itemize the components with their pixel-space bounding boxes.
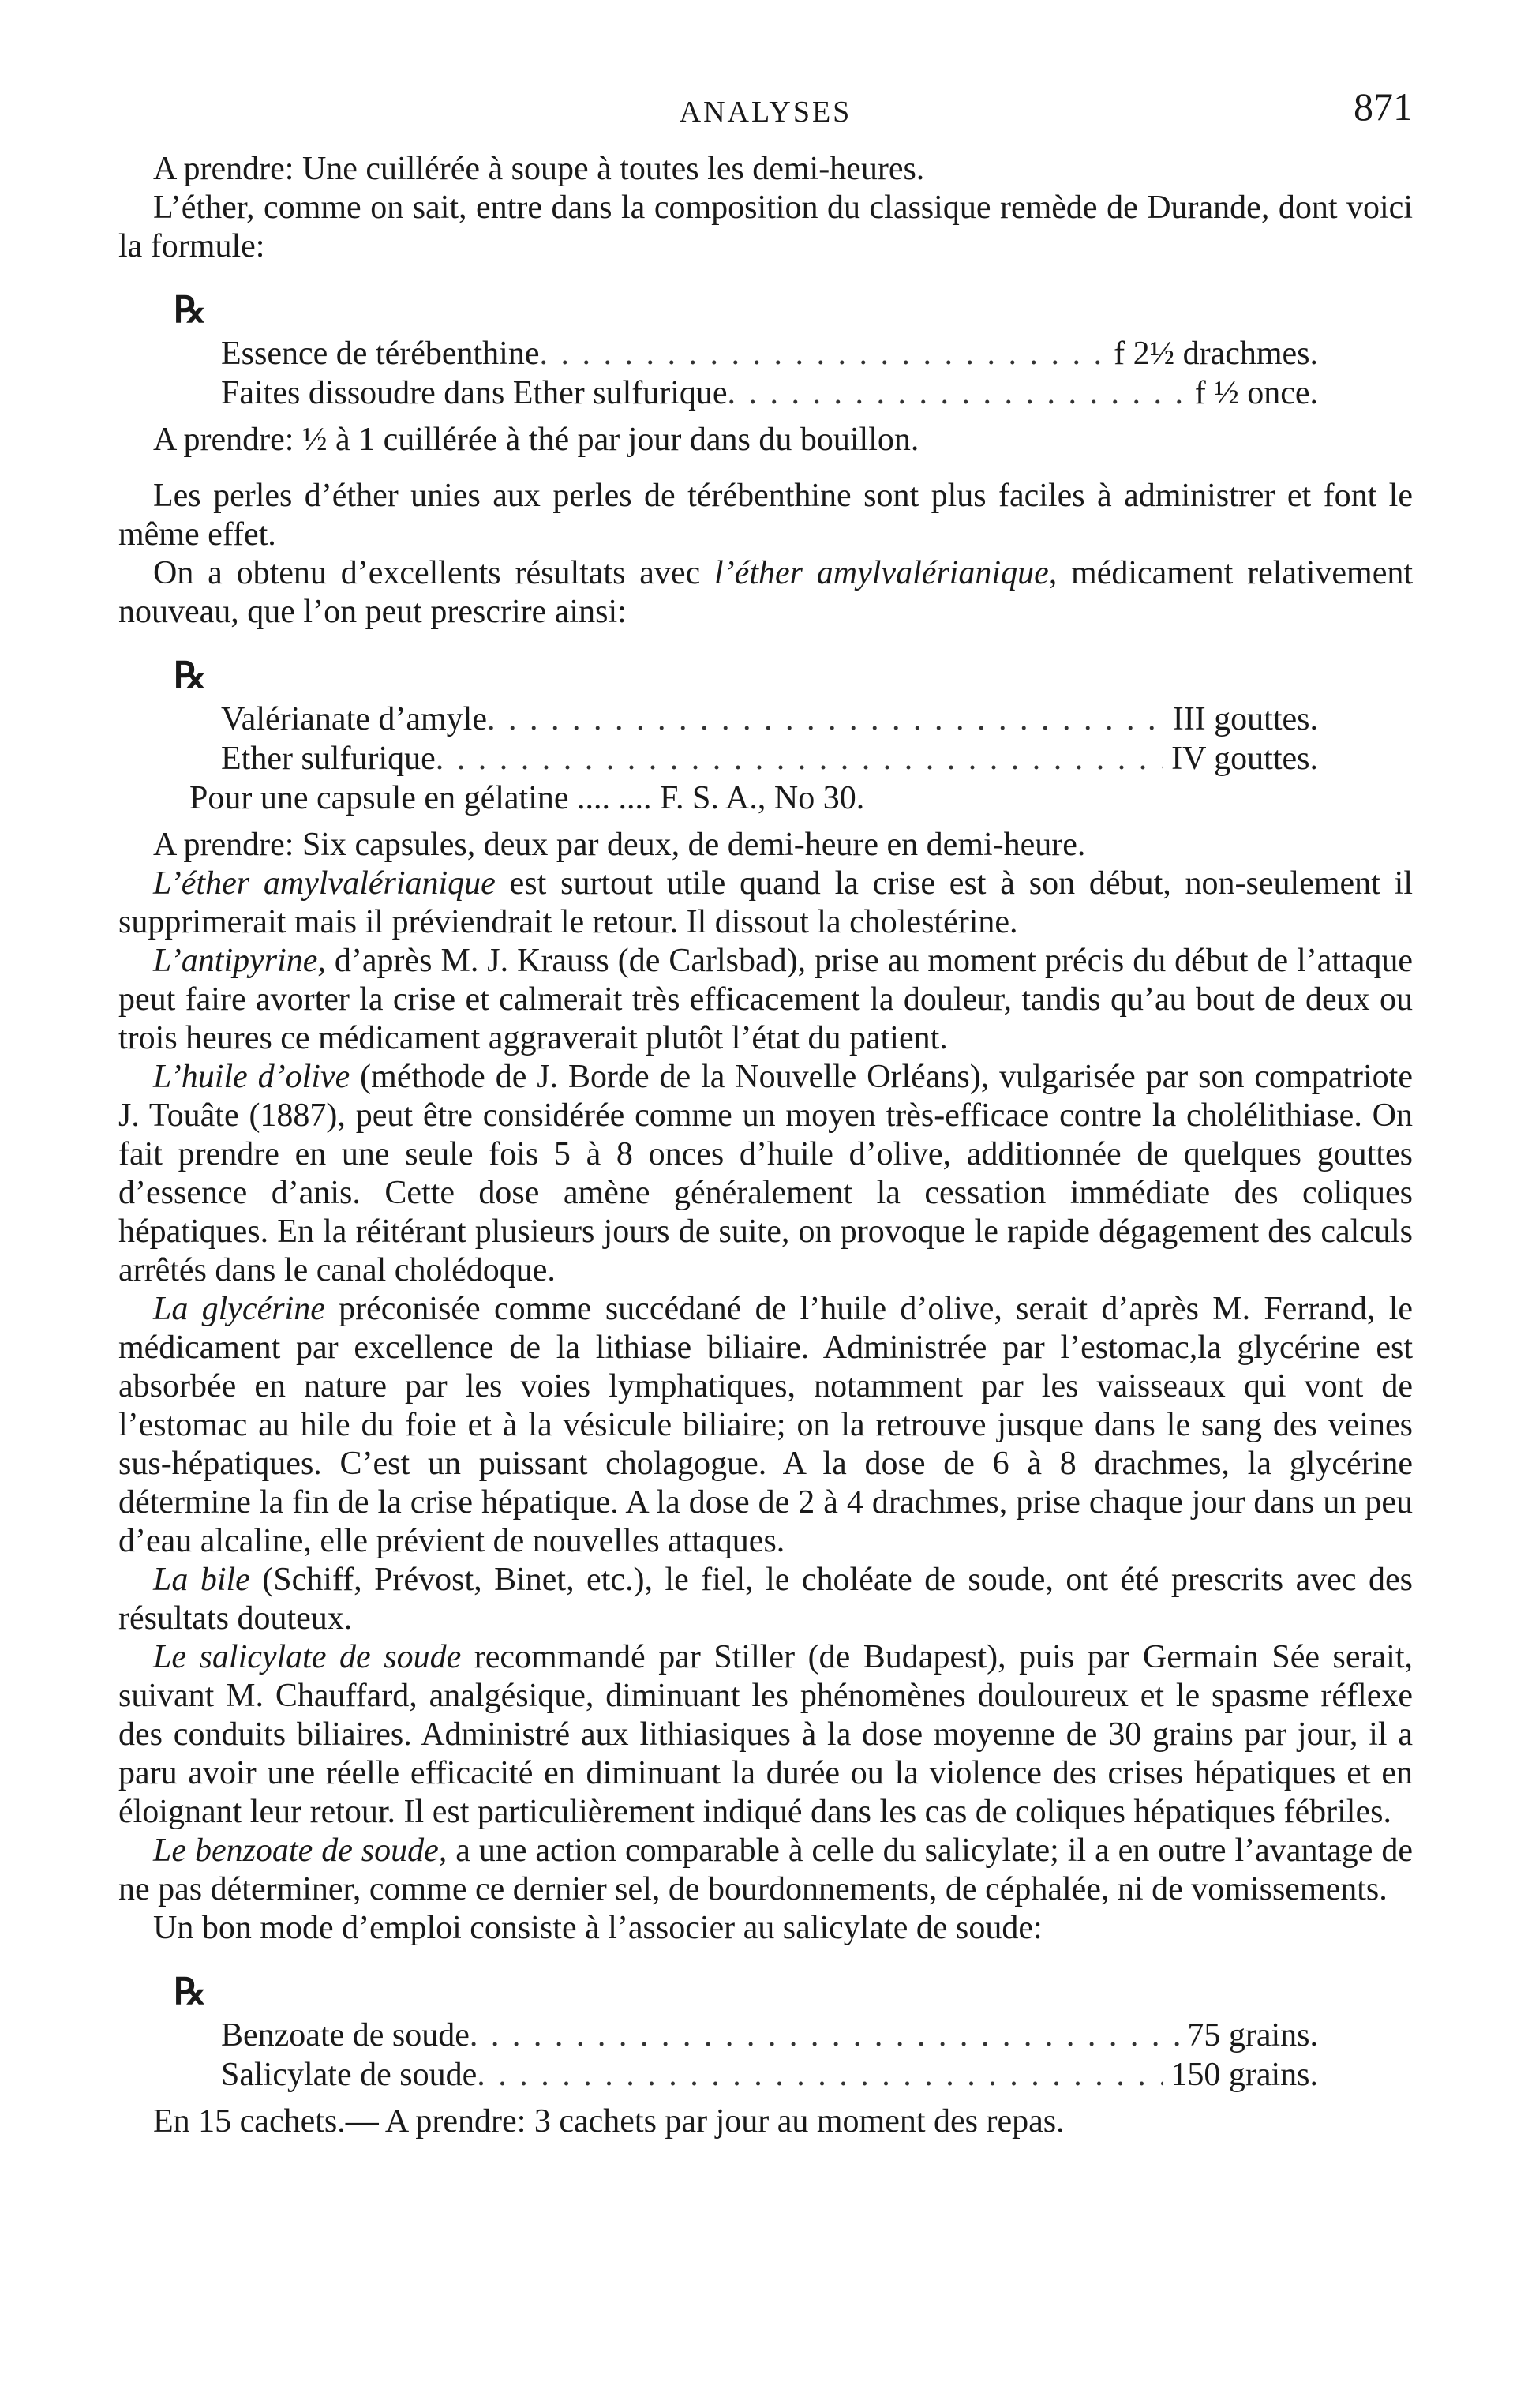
capsule-quantity: F. S. A., No 30. [660, 780, 865, 816]
italic-term: La glycérine [153, 1291, 325, 1327]
ingredient-name: Ether sulfurique [221, 741, 436, 777]
ingredient-quantity: f 2½ drachmes. [1114, 336, 1318, 372]
paragraph: L’éther, comme on sait, entre dans la composition du classique remède de Durande, dont voici la formule: [118, 189, 1413, 264]
paragraph [118, 1058, 1413, 1290]
text-run: (Schiff, Prévost, Binet, etc.), le fiel, le choléate de soude, ont été prescrits avec des résultats douteux. [118, 1562, 1413, 1637]
recipe-symbol: ℞ [174, 1971, 207, 2012]
paragraph [118, 826, 1413, 865]
leader-dots: .... .... [577, 780, 652, 816]
recipe-symbol: ℞ [174, 290, 207, 330]
prescription-line [221, 2055, 1318, 2095]
leader-dots [487, 700, 1165, 739]
leader-dots [477, 2055, 1163, 2095]
paragraph [118, 942, 1413, 1058]
paragraph: A prendre: ½ à 1 cuillérée à thé par jour dans du bouillon. [153, 422, 919, 458]
paragraph [118, 554, 1413, 632]
italic-term: Le benzoate de soude, [153, 1832, 448, 1869]
italic-term: Le salicylate de soude [153, 1639, 462, 1675]
italic-term: L’éther amylvalérianique [153, 865, 496, 902]
paragraph [118, 1290, 1413, 1561]
capsule-name: Pour une capsule en gélatine [189, 780, 569, 816]
prescription-line [221, 700, 1318, 739]
document-page [118, 79, 1413, 2141]
paragraph: A prendre: Une cuillérée à soupe à toutes les demi-heures. [153, 151, 925, 187]
text-run: préconisée comme succédané de l’huile d’olive, serait d’après M. Ferrand, le médicament par excellence de la lithiase biliaire. Administrée par l’estomac,la glycérine est absorbée en nature par les voies lymphatiques, notamment par les vaisseaux qui vont de l’estomac au hile du foie et à la vésicule biliaire; on la retrouve jusque dans le sang des veines sus-hépatiques. C’est un puissant cholagogue. A la dose de 6 à 8 drachmes, la glycérine détermine la fin de la crise hépatique. A la dose de 2 à 4 drachmes, prise chaque jour dans un peu d’eau alcaline, elle prévient de nouvelles attaques. [118, 1291, 1414, 1559]
capsule-line [189, 778, 1413, 818]
italic-term: L’antipyrine, [153, 943, 326, 979]
leader-dots [470, 2016, 1179, 2055]
prescription-line [221, 334, 1318, 373]
leader-dots [539, 334, 1106, 373]
recipe-symbol: ℞ [174, 655, 207, 696]
text-run: On a obtenu d’excellents résultats avec [153, 555, 715, 591]
ingredient-quantity: 150 grains. [1170, 2057, 1318, 2093]
paragraph [118, 1832, 1413, 1909]
prescription-2 [118, 654, 1413, 818]
paragraph: Les perles d’éther unies aux perles de térébenthine sont plus faciles à administrer et font le même effet. [118, 478, 1413, 553]
leader-dots [436, 739, 1163, 778]
prescription-line [221, 373, 1318, 413]
page-header [118, 79, 1413, 150]
italic-term: L’huile d’olive [153, 1059, 350, 1095]
italic-term: l’éther amylvalérianique, [714, 555, 1058, 591]
paragraph [118, 1561, 1413, 1638]
text-run: médicament relativement nouveau, que l’on peut prescrire ainsi: [118, 555, 1414, 630]
prescription-1 [118, 288, 1413, 413]
text-run: Un bon mode d’emploi consiste à l’associer au salicylate de soude: [153, 1910, 1043, 1946]
prescription-3 [118, 1970, 1413, 2095]
ingredient-name: Faites dissoudre dans Ether sulfurique [221, 375, 728, 411]
paragraph [118, 1638, 1413, 1832]
text-run: A prendre: Six capsules, deux par deux, de demi-heure en demi-heure. [153, 827, 1086, 863]
page-number: 871 [1354, 84, 1413, 129]
ingredient-name: Benzoate de soude [221, 2017, 470, 2054]
body-text [118, 826, 1413, 1948]
ingredient-quantity: f ½ once. [1194, 375, 1318, 411]
text-run: est surtout utile quand la crise est à son début, non-seulement il supprimerait mais il préviendrait le retour. Il dissout la cholestérine. [118, 865, 1413, 940]
text-run: d’après M. J. Krauss (de Carlsbad), prise au moment précis du début de l’attaque peut faire avorter la crise et calmerait très efficacement la douleur, tandis qu’au bout de deux ou trois heures ce médicament aggraverait plutôt l’état du patient. [118, 943, 1413, 1056]
running-title: ANALYSES [679, 96, 852, 129]
ingredient-quantity: III gouttes. [1172, 701, 1318, 737]
paragraph [118, 865, 1413, 942]
italic-term: La bile [153, 1562, 250, 1598]
prescription-line [221, 739, 1318, 778]
text-run: (méthode de J. Borde de la Nouvelle Orléans), vulgarisée par son compatriote J. Touâte (1887), peut être considérée comme un moyen très-efficace contre la cholélithiase. On fait prendre en une seule fois 5 à 8 onces d’huile d’olive, additionnée de quelques gouttes d’essence d’anis. Cette dose amène généralement la cessation immédiate des coliques hépatiques. En la réitérant plusieurs jours de suite, on provoque le rapide dégagement des calculs arrêtés dans le canal cholédoque. [118, 1059, 1413, 1288]
leader-dots [728, 373, 1187, 413]
ingredient-name: Essence de térébenthine [221, 336, 540, 372]
ingredient-name: Salicylate de soude [221, 2057, 478, 2093]
text-run: recommandé par Stiller (de Budapest), puis par Germain Sée serait, suivant M. Chauffard, analgésique, diminuant les phénomènes douloureux et le spasme réflexe des conduits biliaires. Administré aux lithiasiques à la dose moyenne de 30 grains par jour, il a paru avoir une réelle efficacité en diminuant la durée ou la violence des crises hépatiques et en éloignant leur retour. Il est particulièrement indiqué dans les cas de coliques hépatiques fébriles. [118, 1639, 1414, 1830]
prescription-line [221, 2016, 1318, 2055]
ingredient-quantity: IV gouttes. [1171, 741, 1318, 777]
text-run: a une action comparable à celle du salicylate; il a en outre l’avantage de ne pas déterminer, comme ce dernier sel, de bourdonnements, de céphalée, ni de vomissements. [118, 1832, 1413, 1907]
ingredient-name: Valérianate d’amyle [221, 701, 487, 737]
ingredient-quantity: 75 grains. [1187, 2017, 1318, 2054]
paragraph [118, 1909, 1413, 1948]
paragraph: En 15 cachets.— A prendre: 3 cachets par jour au moment des repas. [153, 2103, 1065, 2140]
